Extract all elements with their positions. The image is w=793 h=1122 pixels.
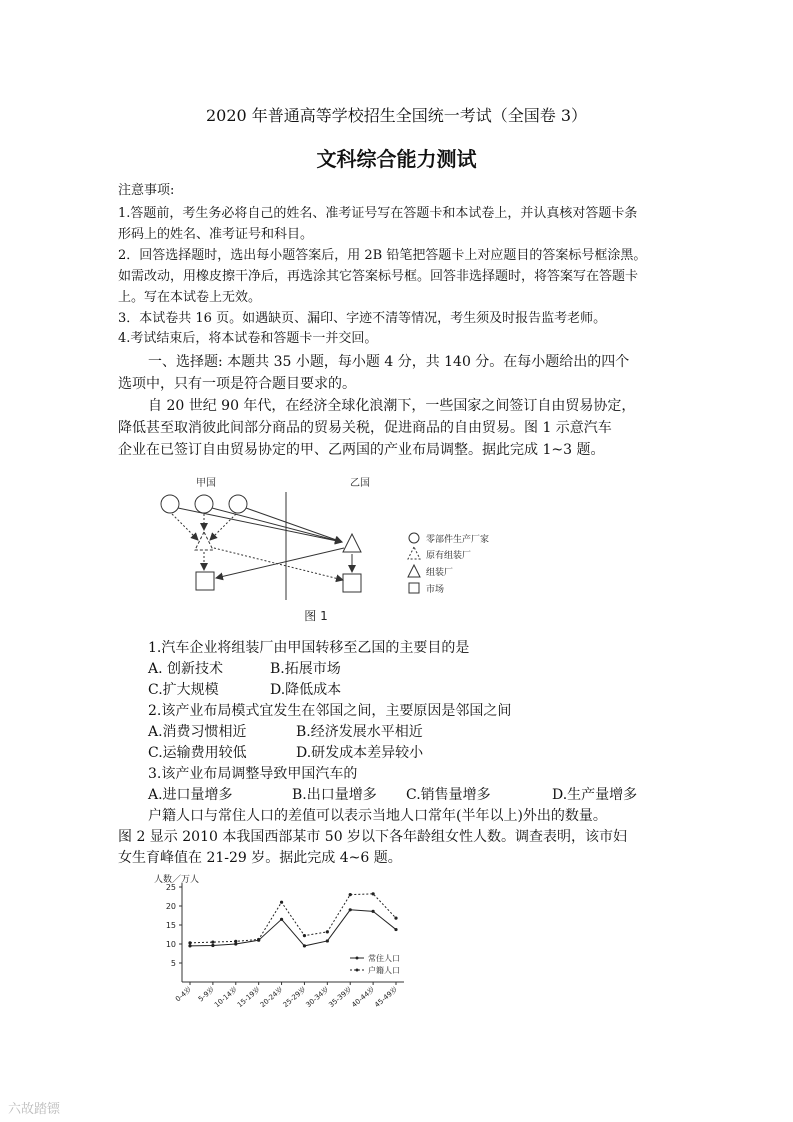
chart-point <box>188 944 191 947</box>
question-stem: 3.该产业布局调整导致甲国汽车的 <box>148 766 358 782</box>
chart-x-tick-label: 10-14岁 <box>212 985 240 1010</box>
notice-line: 如需改动，用橡皮擦干净后，再选涂其它答案标号框。回答非选择题时，将答案写在答题卡 <box>118 269 639 284</box>
chart-series-line-1 <box>190 894 396 943</box>
notice-line: 2．回答选择题时，选出每小题答案后，用 2B 铅笔把答题卡上对应题目的答案标号框涂黑。 <box>118 248 647 263</box>
chart-point <box>349 893 352 896</box>
parts-maker-icon <box>161 495 179 513</box>
question-option: B.出口量增多 <box>292 787 377 803</box>
legend-triangle-icon <box>408 565 420 577</box>
passage2-line: 图 2 显示 2010 本我国西部某市 50 岁以下各年龄组女性人数。调查表明，该市妇 <box>118 829 628 845</box>
chart-legend-label: 常住人口 <box>368 954 400 963</box>
market-icon <box>196 572 214 590</box>
chart-point <box>280 901 283 904</box>
chart-y-tick-label: 25 <box>165 883 176 892</box>
chart-legend-label: 户籍人口 <box>368 966 400 975</box>
chart-x-tick-label: 25-29岁 <box>281 985 308 1010</box>
question-option: C.运输费用较低 <box>148 745 247 761</box>
chart-x-tick-label: 35-39岁 <box>327 985 354 1010</box>
notice-line: 4.考试结束后，将本试卷和答题卡一并交回。 <box>118 331 378 346</box>
chart-x-tick-label: 40-44岁 <box>350 985 377 1010</box>
chart-point <box>394 917 397 920</box>
country-a-label: 甲国 <box>196 478 216 489</box>
parts-maker-icon <box>195 495 213 513</box>
notice-line: 3．本试卷共 16 页。如遇缺页、漏印、字迹不清等情况，考生须及时报告监考老师。 <box>118 311 607 326</box>
chart-point <box>303 934 306 937</box>
question-option: C.销售量增多 <box>406 787 491 803</box>
chart-point <box>303 944 306 947</box>
question-stem: 1.汽车企业将组装厂由甲国转移至乙国的主要目的是 <box>148 640 470 656</box>
chart-legend-marker <box>356 957 359 960</box>
passage1-line: 降低甚至取消彼此间部分商品的贸易关税，促进商品的自由贸易。图 1 示意汽车 <box>118 420 612 436</box>
question-option: C.扩大规模 <box>148 682 219 698</box>
chart-x-tick-label: 45-49岁 <box>373 985 400 1010</box>
chart-point <box>257 938 260 941</box>
chart-point <box>280 918 283 921</box>
assembly-plant-icon <box>343 534 361 552</box>
chart-y-tick-label: 10 <box>165 940 176 949</box>
chart-y-tick-label: 15 <box>165 921 176 930</box>
notice-heading: 注意事项: <box>118 183 175 198</box>
legend-square-icon <box>409 583 419 593</box>
chart-point <box>394 928 397 931</box>
legend-circle-icon <box>409 533 419 543</box>
exam-title: 2020 年普通高等学校招生全国统一考试（全国卷 3） <box>205 106 588 125</box>
original-assembly-icon <box>195 532 213 550</box>
question-option: D.降低成本 <box>270 682 342 698</box>
legend-label: 原有组装厂 <box>426 551 472 561</box>
section-intro-line: 选项中，只有一项是符合题目要求的。 <box>118 376 356 392</box>
chart-point <box>188 941 191 944</box>
chart-point <box>234 940 237 943</box>
chart-x-tick-label: 30-34岁 <box>304 985 331 1010</box>
figure2-line-chart <box>150 870 420 1020</box>
figure1-caption: 图 1 <box>304 609 328 623</box>
chart-point <box>326 939 329 942</box>
chart-point <box>349 908 352 911</box>
chart-x-tick-label: 20-24岁 <box>258 985 285 1010</box>
market-icon <box>343 574 361 592</box>
chart-point <box>372 910 375 913</box>
chart-x-tick-label: 5-9岁 <box>196 985 217 1004</box>
chart-point <box>211 944 214 947</box>
question-stem: 2.该产业布局模式宜发生在邻国之间，主要原因是邻国之间 <box>148 703 512 719</box>
chart-point <box>326 930 329 933</box>
chart-ylabel: 人数／万人 <box>154 875 200 885</box>
subject-title: 文科综合能力测试 <box>316 147 477 171</box>
figure1-diagram <box>150 470 510 630</box>
chart-point <box>372 892 375 895</box>
legend-label: 市场 <box>426 585 445 595</box>
chart-legend-marker <box>356 969 359 972</box>
passage1-line: 自 20 世纪 90 年代，在经济全球化浪潮下，一些国家之间签订自由贸易协定， <box>148 398 636 414</box>
question-option: D.研发成本差异较小 <box>296 745 424 761</box>
legend-label: 组装厂 <box>426 568 454 578</box>
country-b-label: 乙国 <box>350 478 370 489</box>
passage1-line: 企业在已签订自由贸易协定的甲、乙两国的产业布局调整。据此完成 1~3 题。 <box>118 442 605 458</box>
notice-line: 上。写在本试卷上无效。 <box>118 290 262 305</box>
question-option: B.经济发展水平相近 <box>296 724 423 740</box>
question-option: A.消费习惯相近 <box>148 724 247 740</box>
question-option: B.拓展市场 <box>270 661 341 677</box>
passage2-line: 户籍人口与常住人口的差值可以表示当地人口常年(半年以上)外出的数量。 <box>148 808 607 824</box>
question-option: D.生产量增多 <box>552 787 638 803</box>
chart-x-tick-label: 15-19岁 <box>235 985 262 1010</box>
watermark-text: 六故踏镖 <box>8 1102 61 1117</box>
chart-y-tick-label: 20 <box>165 902 176 911</box>
chart-y-tick-label: 5 <box>170 959 176 968</box>
legend-dashed-triangle-icon <box>408 547 420 559</box>
passage2-line: 女生育峰值在 21-29 岁。据此完成 4~6 题。 <box>118 850 402 866</box>
legend-label: 零部件生产厂家 <box>426 535 490 545</box>
parts-maker-icon <box>229 495 247 513</box>
chart-point <box>211 941 214 944</box>
section-intro-line: 一、选择题: 本题共 35 小题，每小题 4 分，共 140 分。在每小题给出的四个 <box>148 354 630 370</box>
chart-series-line-0 <box>190 910 396 946</box>
notice-line: 形码上的姓名、准考证号和科目。 <box>118 227 314 242</box>
question-option: A. 创新技术 <box>148 661 224 677</box>
question-option: A.进口量增多 <box>148 787 233 803</box>
notice-line: 1.答题前，考生务必将自己的姓名、准考证号写在答题卡和本试卷上，并认真核对答题卡条 <box>118 206 638 221</box>
chart-x-tick-label: 0-4岁 <box>174 985 194 1004</box>
